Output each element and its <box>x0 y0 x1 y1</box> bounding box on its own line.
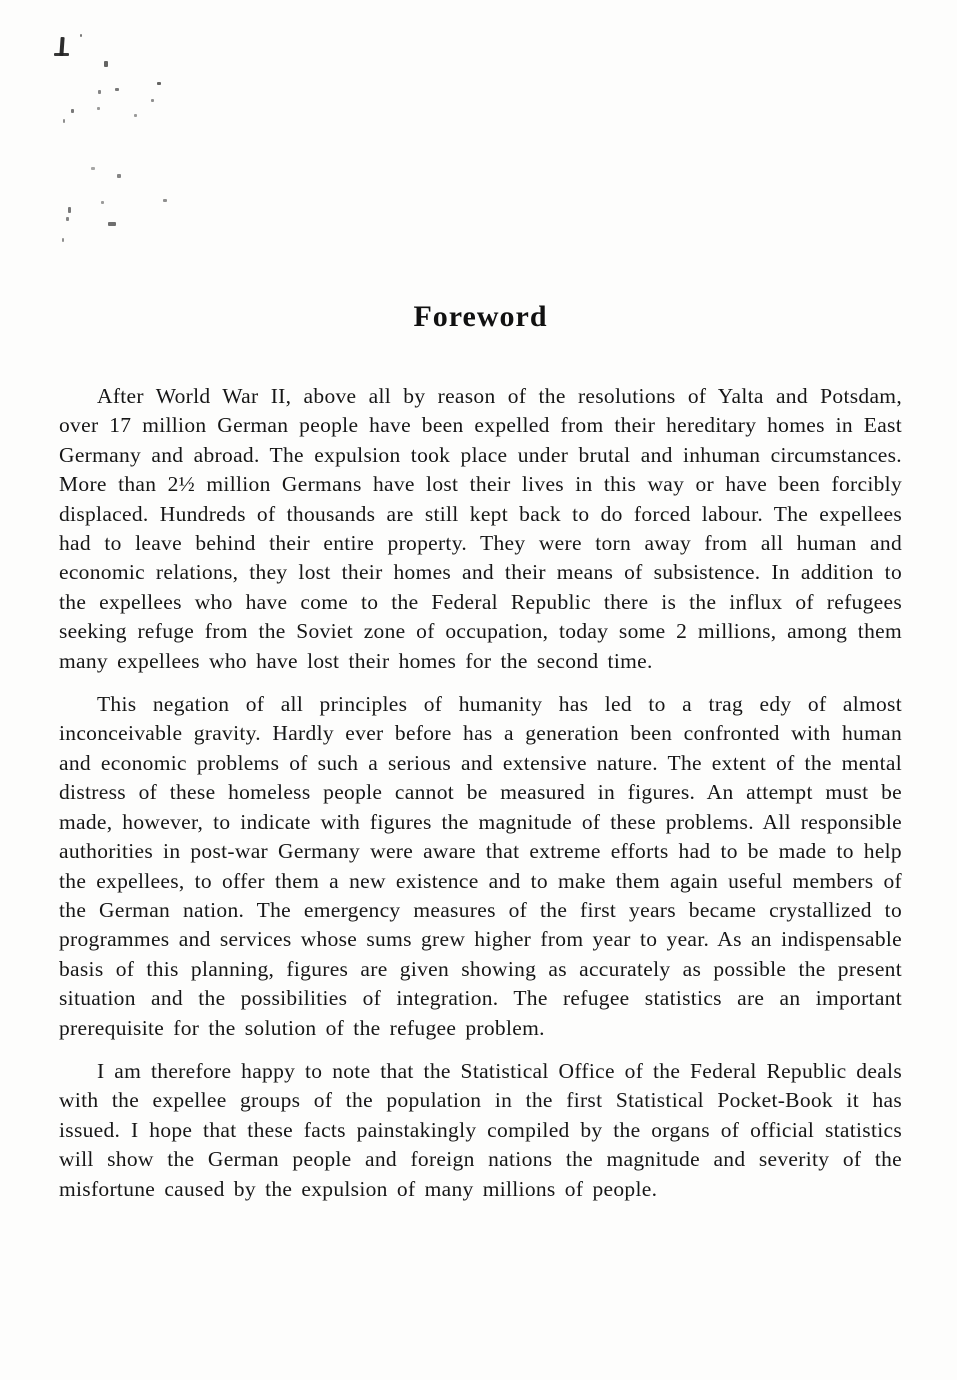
ink-speck <box>80 34 82 37</box>
paragraph-3: I am therefore happy to note that the Statistical Office of the Federal Republic deals with the expellee groups of the population in the first Statistical Pocket-Book it has issued. I hope that these facts painstakingly compiled by the organs of official statistics will show the German people and foreign nations the magnitude and severity of the misfortune caused by the expulsion of many millions of people. <box>59 1058 902 1201</box>
ink-speck <box>163 199 167 202</box>
ink-speck <box>134 114 137 117</box>
ink-speck <box>68 207 71 213</box>
ink-speck <box>71 109 74 113</box>
ink-speck <box>62 238 64 242</box>
ink-speck <box>108 222 116 226</box>
ink-speck <box>157 82 161 85</box>
ink-speck <box>115 88 119 91</box>
paragraph-2: This negation of all principles of humanity has led to a trag edy of almost inconceivable gravity. Hardly ever before has a generation been confronted with human and economic problems of such a serious and extensive nature. The extent of the mental distress of these homeless people cannot be measured in figures. An attempt must be made, however, to indicate with figures the magnitude of these problems. All responsible authorities in post-war Germany were aware that extreme efforts had to be made to help the expellees, to offer them a new existence and to make them again useful members of the German nation. The emergency measures of the first years became crystallized to programmes and services whose sums grew higher from year to year. As an indispensable basis of this planning, figures are given showing as accurately as possible the present situation and the possibilities of integration. The refugee statistics are an important prerequisite for the solution of the refugee problem. <box>59 692 902 1040</box>
ink-speck <box>66 217 69 221</box>
page-title: Foreword <box>413 300 548 333</box>
ink-speck <box>63 119 65 123</box>
ink-speck <box>54 53 69 56</box>
ink-speck <box>98 90 101 94</box>
paragraph-1: After World War II, above all by reason of the resolutions of Yalta and Potsdam, over 17 million German people have been expelled from their hereditary homes in East Germany and abroad. The expulsion took place under brutal and inhuman circumstances. More than 2½ million Germans have lost their lives in this way or have been forcibly displaced. Hundreds of thousands are still kept back to do forced labour. The expellees had to leave behind their entire property. They were torn away from all human and economic relations, they lost their homes and their means of subsistence. In addition to the expellees who have come to the Federal Republic there is the influx of refugees seeking refuge from the Soviet zone of occupation, today some 2 millions, among them many expellees who have lost their homes for the second time. <box>59 384 902 673</box>
ink-speck <box>104 61 108 67</box>
ink-speck <box>117 174 121 178</box>
ink-speck <box>151 99 154 102</box>
foreword-text <box>59 382 902 1218</box>
ink-speck <box>101 201 104 204</box>
ink-speck <box>97 107 100 110</box>
ink-speck <box>91 167 95 170</box>
